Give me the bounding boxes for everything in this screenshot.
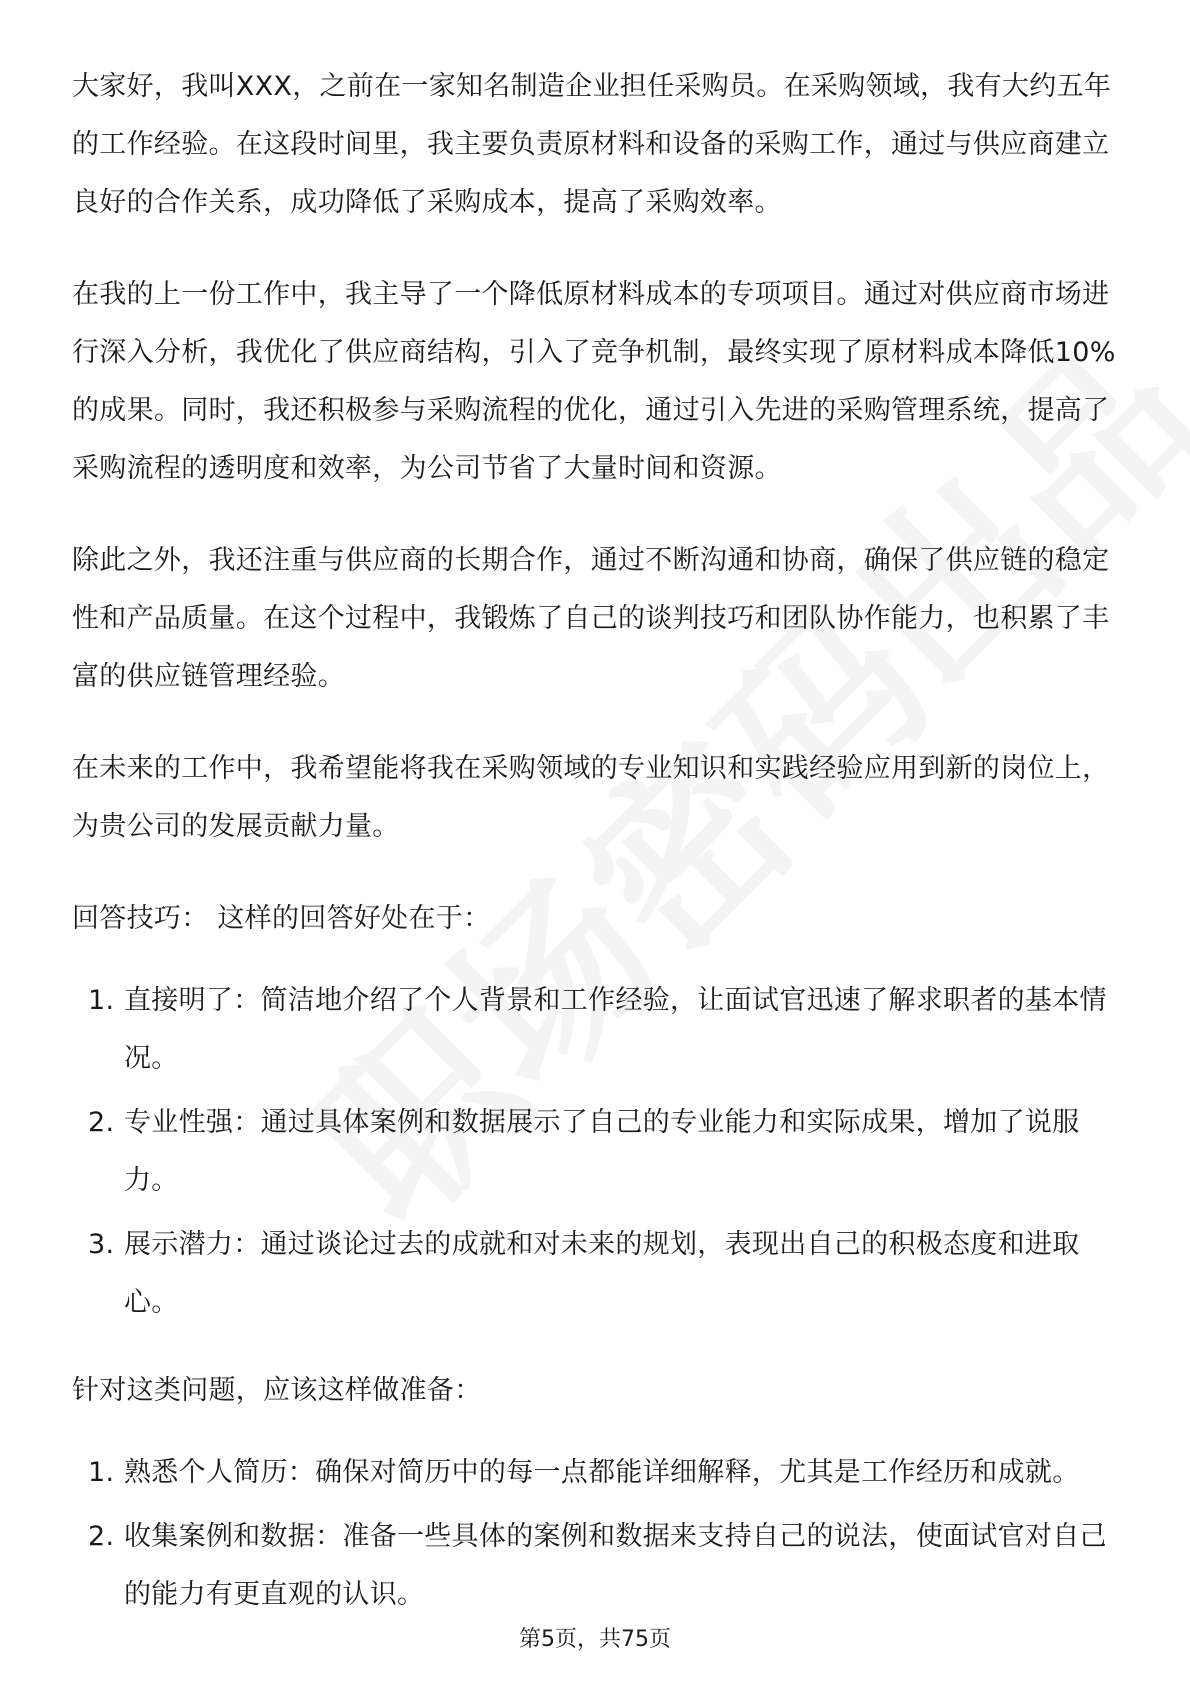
prep-heading: 针对这类问题，应该这样做准备：: [72, 1375, 482, 1406]
paragraph-cooperation: 除此之外，我还注重与供应商的长期合作，通过不断沟通和协商，确保了供应链的稳定性和产品质量。在这个过程中，我锻炼了自己的谈判技巧和团队协作能力，也积累了丰富的供应链管理经验。: [72, 545, 1110, 692]
list-item: [72, 1508, 1118, 1624]
paragraph-future: 在未来的工作中，我希望能将我在采购领域的专业知识和实践经验应用到新的岗位上，为贵公司的发展贡献力量。: [72, 753, 1110, 842]
tips-list: [72, 972, 1118, 1332]
list-item: [72, 1444, 1118, 1502]
list-item-text: 直接明了：简洁地介绍了个人背景和工作经验，让面试官迅速了解求职者的基本情况。: [124, 985, 1107, 1074]
list-item: [72, 972, 1118, 1088]
tips-heading: 回答技巧： 这样的回答好处在于：: [72, 903, 491, 934]
list-number: 2.: [88, 1521, 115, 1552]
list-item-text: 收集案例和数据：准备一些具体的案例和数据来支持自己的说法，使面试官对自己的能力有更直观的认识。: [124, 1521, 1107, 1610]
list-number: 1.: [88, 985, 115, 1016]
list-item: [72, 1216, 1118, 1332]
list-item: [72, 1094, 1118, 1210]
list-item-text: 专业性强：通过具体案例和数据展示了自己的专业能力和实际成果，增加了说服力。: [124, 1107, 1080, 1196]
paragraph-project: 在我的上一份工作中，我主导了一个降低原材料成本的专项项目。通过对供应商市场进行深入分析，我优化了供应商结构，引入了竞争机制，最终实现了原材料成本降低10%的成果。同时，我还积极参与采购流程的优化，通过引入先进的采购管理系统，提高了采购流程的透明度和效率，为公司节省了大量时间和资源。: [72, 279, 1116, 484]
document-body: [72, 58, 1118, 1654]
list-item-text: 展示潜力：通过谈论过去的成就和对未来的规划，表现出自己的积极态度和进取心。: [124, 1229, 1080, 1318]
page-number-footer: 第5页，共75页: [519, 1627, 671, 1652]
list-item-text: 熟悉个人简历：确保对简历中的每一点都能详细解释，尤其是工作经历和成就。: [124, 1457, 1080, 1488]
list-number: 3.: [88, 1229, 115, 1260]
prep-list: [72, 1444, 1118, 1624]
list-number: 2.: [88, 1107, 115, 1138]
list-number: 1.: [88, 1457, 115, 1488]
paragraph-intro: 大家好，我叫XXX，之前在一家知名制造企业担任采购员。在采购领域，我有大约五年的工作经验。在这段时间里，我主要负责原材料和设备的采购工作，通过与供应商建立良好的合作关系，成功降低了采购成本，提高了采购效率。: [72, 71, 1112, 218]
